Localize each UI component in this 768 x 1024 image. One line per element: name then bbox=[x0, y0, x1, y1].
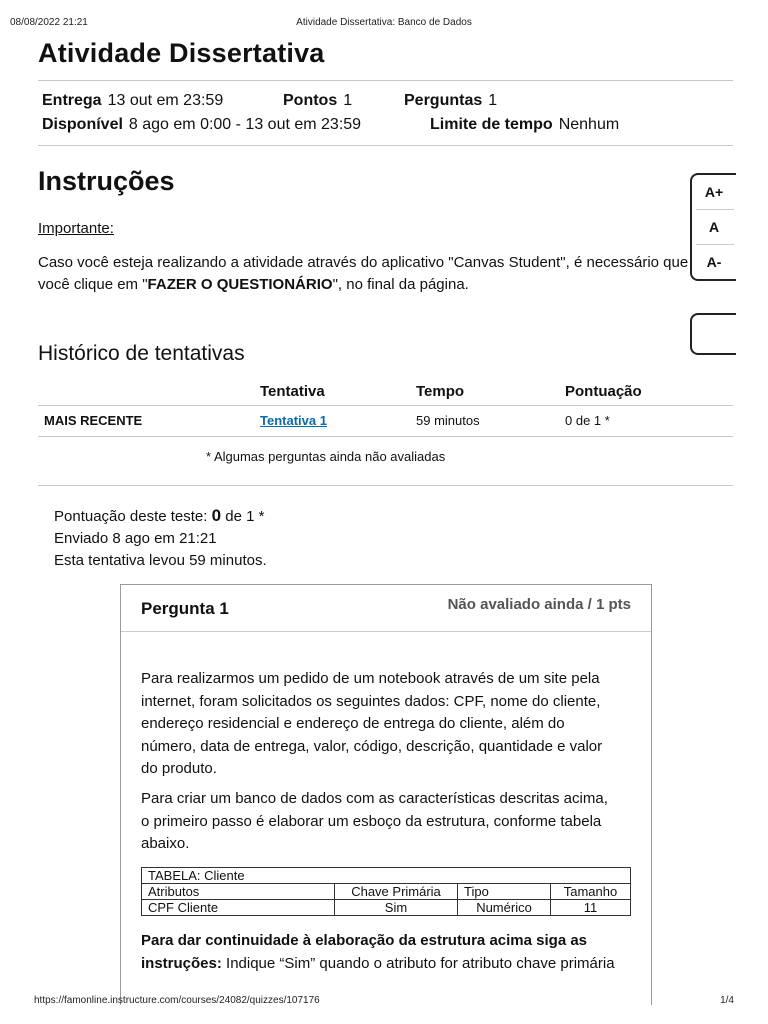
page-title: Atividade Dissertativa bbox=[38, 38, 325, 68]
history-note: * Algumas perguntas ainda não avaliadas bbox=[206, 449, 446, 464]
attempt-time: 59 minutos bbox=[416, 413, 480, 428]
limite-value: Nenhum bbox=[558, 116, 620, 133]
print-doc-title: Atividade Dissertativa: Banco de Dados bbox=[296, 17, 472, 28]
history-heading: Histórico de tentativas bbox=[38, 342, 245, 365]
meta-limite bbox=[430, 116, 619, 134]
text-line: o primeiro passo é elaborar um esboço da estrutura, conforme tabela bbox=[141, 812, 602, 830]
divider bbox=[38, 485, 733, 486]
table-header: Tipo bbox=[458, 884, 551, 900]
score-summary bbox=[54, 506, 264, 526]
divider bbox=[38, 145, 733, 146]
table-row bbox=[142, 900, 631, 916]
attempt-score: 0 de 1 * bbox=[565, 413, 610, 428]
instructions-line-1: Caso você esteja realizando a atividade através do aplicativo "Canvas Student", é necessário que bbox=[38, 254, 689, 271]
table-cell: CPF Cliente bbox=[142, 900, 335, 916]
column-header-pontuacao: Pontuação bbox=[565, 383, 642, 400]
score-value: 0 bbox=[211, 506, 222, 525]
question-card bbox=[120, 584, 652, 1005]
attempt-link[interactable]: Tentativa 1 bbox=[260, 413, 327, 428]
question-paragraph-1 bbox=[141, 668, 631, 781]
question-status: Não avaliado ainda / 1 pts bbox=[447, 596, 631, 613]
disponivel-label: Disponível bbox=[42, 116, 123, 133]
table-cell: 11 bbox=[551, 900, 631, 916]
instructions-line-2-end: ", no final da página. bbox=[332, 276, 469, 293]
instructions-line-2-start: você clique em " bbox=[38, 276, 148, 293]
print-url: https://famonline.instructure.com/courses/24082/quizzes/107176 bbox=[34, 995, 320, 1006]
font-size-controls bbox=[690, 173, 736, 281]
text-line: Para dar continuidade à elaboração da estrutura acima siga as bbox=[141, 932, 588, 949]
submitted-text: Enviado 8 ago em 21:21 bbox=[54, 530, 217, 547]
table-header: Tamanho bbox=[551, 884, 631, 900]
pontos-value: 1 bbox=[343, 92, 353, 109]
instructions-line-2 bbox=[38, 274, 698, 296]
print-datetime: 08/08/2022 21:21 bbox=[10, 17, 88, 28]
print-page-number: 1/4 bbox=[720, 995, 734, 1006]
table-cell: Sim bbox=[335, 900, 458, 916]
table-title: TABELA: Cliente bbox=[142, 868, 631, 884]
pontos-label: Pontos bbox=[283, 92, 338, 109]
score-label: Pontuação deste teste: bbox=[54, 508, 208, 525]
text-line: internet, foram solicitados os seguintes dados: CPF, nome do cliente, bbox=[141, 692, 601, 710]
entrega-label: Entrega bbox=[42, 92, 102, 109]
text-line: Para criar um banco de dados com as características descritas acima, bbox=[141, 790, 608, 807]
row-label: MAIS RECENTE bbox=[44, 413, 143, 428]
column-header-tempo: Tempo bbox=[416, 383, 465, 400]
entrega-value: 13 out em 23:59 bbox=[107, 92, 224, 109]
disponivel-value: 8 ago em 0:00 - 13 out em 23:59 bbox=[128, 116, 362, 133]
perguntas-label: Perguntas bbox=[404, 92, 483, 109]
text-line: abaixo. bbox=[141, 835, 190, 852]
instructions-text bbox=[38, 252, 698, 296]
question-title: Pergunta 1 bbox=[141, 599, 229, 618]
divider bbox=[38, 436, 733, 437]
table-header: Atributos bbox=[142, 884, 335, 900]
cliente-table bbox=[141, 867, 631, 916]
duration-text: Esta tentativa levou 59 minutos. bbox=[54, 552, 267, 569]
font-normal-button[interactable]: A bbox=[708, 219, 720, 235]
importante-label: Importante: bbox=[38, 220, 114, 237]
table-header: Chave Primária bbox=[335, 884, 458, 900]
text-bold: instruções: bbox=[141, 954, 222, 972]
divider bbox=[38, 80, 733, 81]
column-header-tentativa: Tentativa bbox=[260, 383, 325, 400]
score-suffix: de 1 * bbox=[225, 508, 265, 525]
perguntas-value: 1 bbox=[488, 92, 498, 109]
table-header-row bbox=[142, 884, 631, 900]
meta-entrega bbox=[42, 92, 223, 110]
font-increase-button[interactable]: A+ bbox=[704, 184, 724, 200]
instructions-line-2-bold: FAZER O QUESTIONÁRIO bbox=[147, 276, 333, 293]
text-line: endereço residencial e endereço de entrega do cliente, além do bbox=[141, 715, 565, 732]
question-header bbox=[121, 585, 651, 632]
divider bbox=[38, 405, 733, 406]
meta-disponivel bbox=[42, 116, 361, 134]
question-paragraph-3 bbox=[141, 930, 631, 975]
side-tab-button[interactable] bbox=[690, 313, 736, 355]
text-line: número, data de entrega, valor, código, descrição, quantidade e valor bbox=[141, 737, 603, 755]
instructions-heading: Instruções bbox=[38, 166, 175, 196]
text-line: Para realizarmos um pedido de um notebook através de um site pela bbox=[141, 670, 600, 687]
text-rest: Indique “Sim” quando o atributo for atributo chave primária bbox=[221, 954, 615, 972]
text-line bbox=[141, 953, 631, 976]
table-cell: Numérico bbox=[458, 900, 551, 916]
limite-label: Limite de tempo bbox=[430, 116, 553, 133]
font-decrease-button[interactable]: A- bbox=[706, 254, 722, 270]
question-paragraph-2 bbox=[141, 788, 631, 856]
meta-pontos bbox=[283, 92, 352, 110]
meta-perguntas bbox=[404, 92, 497, 110]
text-line: do produto. bbox=[141, 760, 217, 777]
